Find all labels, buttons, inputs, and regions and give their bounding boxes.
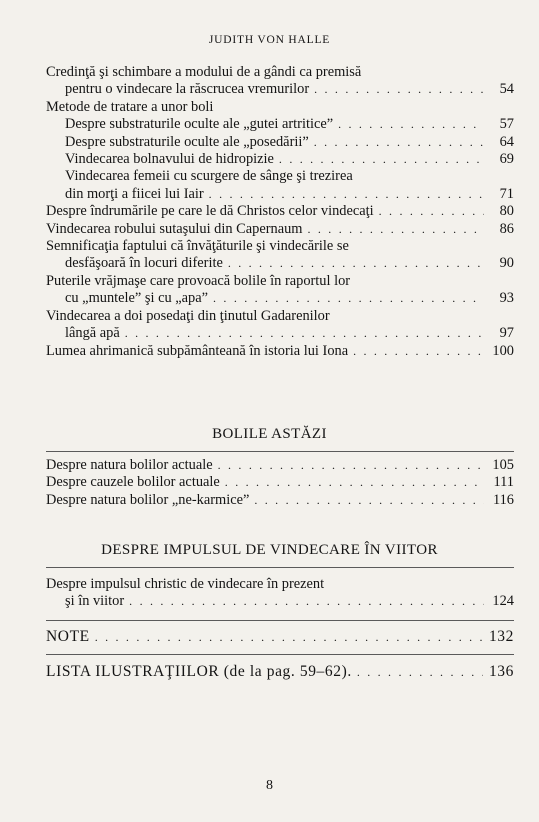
toc-page-number: 105 (492, 457, 514, 473)
toc-entry-text: Despre îndrumările pe care le dă Christos celor vindecaţi (46, 203, 374, 220)
toc-page-number: 54 (499, 81, 514, 98)
toc-entry-text: Despre natura bolilor „ne-karmice” (46, 491, 250, 508)
toc-illustrations (46, 663, 514, 681)
page-number: 8 (266, 778, 273, 793)
toc-page-number: 93 (499, 290, 514, 307)
toc-entry (46, 134, 514, 151)
toc-entry (46, 64, 514, 99)
toc-entry (46, 221, 514, 238)
toc-page-number: 100 (492, 342, 514, 359)
leader-dots (254, 492, 484, 509)
toc-page-number: 111 (493, 474, 514, 491)
toc-entry (46, 168, 514, 203)
toc-entry (46, 492, 514, 509)
toc-entry-text: Vindecarea bolnavului de hidropizie (65, 151, 274, 168)
leader-dots (129, 593, 484, 610)
toc-entry-line: Puterile vrăjmaşe care provoacă bolile în raportul lor (46, 272, 351, 289)
toc-entry-text: Metode de tratare a unor boli (46, 98, 214, 115)
leader-dots (213, 290, 484, 307)
leader-dots (125, 325, 484, 342)
toc-entry (46, 151, 514, 168)
toc-entry-text: lângă apă (65, 325, 120, 342)
toc-page-number: 69 (499, 151, 514, 168)
section-divider (46, 567, 514, 568)
leader-dots (228, 255, 484, 272)
leader-dots (338, 116, 484, 133)
toc-entry (46, 457, 514, 474)
toc-entry-text: şi în viitor (65, 593, 125, 610)
toc-entry-text: Despre natura bolilor actuale (46, 457, 213, 473)
leader-dots (379, 203, 484, 220)
leader-dots (357, 664, 483, 681)
toc-page-number: 136 (488, 663, 514, 680)
toc-page-number: 116 (492, 491, 514, 508)
toc-page-number: 124 (492, 593, 514, 610)
toc-block-3 (46, 576, 514, 611)
toc-entry (46, 576, 514, 611)
toc-entry (46, 474, 514, 491)
section-divider (46, 451, 514, 452)
toc-entry (46, 116, 514, 133)
toc-page-number: 80 (499, 203, 514, 220)
toc-entry-text: desfăşoară în locuri diferite (65, 255, 223, 272)
section-divider (46, 620, 514, 621)
toc-page-number: 86 (499, 220, 514, 237)
leader-dots (353, 343, 484, 360)
toc-entry-text: pentru o vindecare la răscrucea vremurilor (65, 81, 310, 98)
toc-entry-text: Vindecarea robului sutaşului din Capernaum (46, 220, 303, 237)
leader-dots (218, 457, 484, 474)
toc-notes (46, 628, 514, 646)
toc-entry-line: Credinţă şi schimbare a modului de a gândi ca premisă (46, 64, 362, 80)
leader-dots (314, 134, 484, 151)
toc-page-number: 71 (499, 185, 514, 202)
leader-dots (314, 81, 484, 98)
toc-block-1 (46, 64, 514, 360)
toc-entry (46, 99, 514, 116)
toc-page-number: 64 (499, 133, 514, 150)
leader-dots (209, 186, 484, 203)
section-divider (46, 654, 514, 655)
toc-page-number: 90 (499, 255, 514, 272)
section-title-bolile-astazi: BOLILE ASTĂZI (212, 426, 327, 442)
toc-page-number: 57 (499, 116, 514, 133)
leader-dots (279, 151, 484, 168)
toc-entry-line: Vindecarea femeii cu scurgere de sânge şi trezirea (65, 168, 353, 185)
toc-entry-line: Semnificaţia faptului că învăţăturile şi vindecările se (46, 238, 349, 255)
toc-entry-text: NOTE (46, 628, 90, 645)
toc-entry (46, 308, 514, 343)
toc-block-2 (46, 457, 514, 509)
leader-dots (225, 474, 484, 491)
toc-entry-text: Despre substraturile oculte ale „posedării” (65, 133, 309, 150)
toc-page-number: 132 (488, 628, 514, 645)
toc-page-number: 97 (499, 325, 514, 342)
toc-entry-text: LISTA ILUSTRAŢIILOR (de la pag. 59–62). (46, 663, 352, 680)
toc-entry-text: cu „muntele” şi cu „apa” (65, 290, 209, 307)
toc-entry (46, 238, 514, 273)
leader-dots (308, 221, 485, 238)
toc-entry-text: din morţi a fiicei lui Iair (65, 185, 204, 202)
toc-entry-text: Despre substraturile oculte ale „gutei artritice” (65, 116, 334, 133)
toc-entry-text: Lumea ahrimanică subpământeană în istoria lui Iona (46, 342, 349, 359)
toc-entry (46, 273, 514, 308)
toc-entry (46, 343, 514, 360)
toc-entry (46, 203, 514, 220)
toc-entry-line: Vindecarea a doi posedaţi din ţinutul Gadarenilor (46, 307, 330, 324)
section-title-impuls-vindecare: DESPRE IMPULSUL DE VINDECARE ÎN VIITOR (101, 542, 438, 558)
toc-entry-text: Despre cauzele bolilor actuale (46, 474, 220, 491)
toc-entry-line: Despre impulsul christic de vindecare în prezent (46, 576, 325, 592)
leader-dots (95, 629, 483, 646)
running-header: JUDITH VON HALLE (208, 34, 331, 46)
